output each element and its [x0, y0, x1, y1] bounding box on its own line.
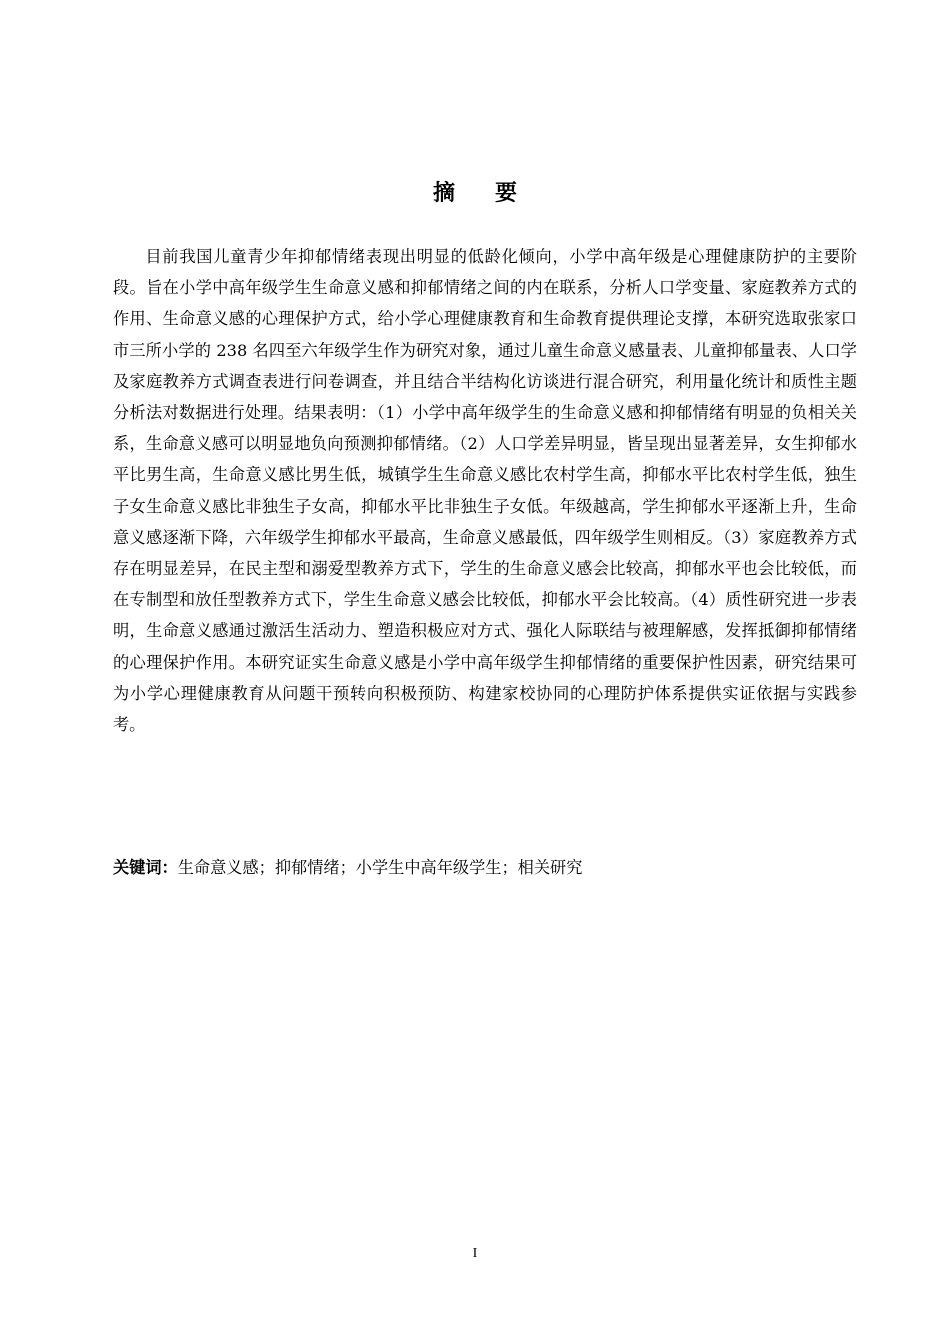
page-number: I [472, 1246, 478, 1261]
keywords-label: 关键词： [113, 858, 178, 877]
abstract-body: 目前我国儿童青少年抑郁情绪表现出明显的低龄化倾向，小学中高年级是心理健康防护的主要阶段。旨在小学中高年级学生生命意义感和抑郁情绪之间的内在联系，分析人口学变量、家庭教养方式的作用、生命意义感的心理保护方式，给小学心理健康教育和生命教育提供理论支撑，本研究选取张家口市三所小学的 238 名四至六年级学生作为研究对象，通过儿童生命意义感量表、儿童抑郁量表、人口学及家庭教养方式调查表进行问卷调查，并且结合半结构化访谈进行混合研究，利用量化统计和质性主题分析法对数据进行处理。结果表明：（1）小学中高年级学生的生命意义感和抑郁情绪有明显的负相关关系，生命意义感可以明显地负向预测抑郁情绪。（2）人口学差异明显，皆呈现出显著差异，女生抑郁水平比男生高，生命意义感比男生低，城镇学生生命意义感比农村学生高，抑郁水平比农村学生低，独生子女生命意义感比非独生子女高，抑郁水平比非独生子女低。年级越高，学生抑郁水平逐渐上升，生命意义感逐渐下降，六年级学生抑郁水平最高，生命意义感最低，四年级学生则相反。（3）家庭教养方式存在明显差异，在民主型和溺爱型教养方式下，学生的生命意义感会比较高，抑郁水平也会比较低，而在专制型和放任型教养方式下，学生生命意义感会比较低，抑郁水平会比较高。（4）质性研究进一步表明，生命意义感通过激活生活动力、塑造积极应对方式、强化人际联结与被理解感，发挥抵御抑郁情绪的心理保护作用。本研究证实生命意义感是小学中高年级学生抑郁情绪的重要保护性因素，研究结果可为小学心理健康教育从问题干预转向积极预防、构建家校协同的心理防护体系提供实证依据与实践参考。 [113, 247, 857, 735]
abstract-title [0, 178, 950, 210]
keywords-text: 生命意义感；抑郁情绪；小学生中高年级学生；相关研究 [177, 858, 583, 877]
title-char-2: 要 [495, 181, 518, 206]
keywords-line [113, 852, 857, 883]
title-char-1: 摘 [432, 181, 455, 206]
